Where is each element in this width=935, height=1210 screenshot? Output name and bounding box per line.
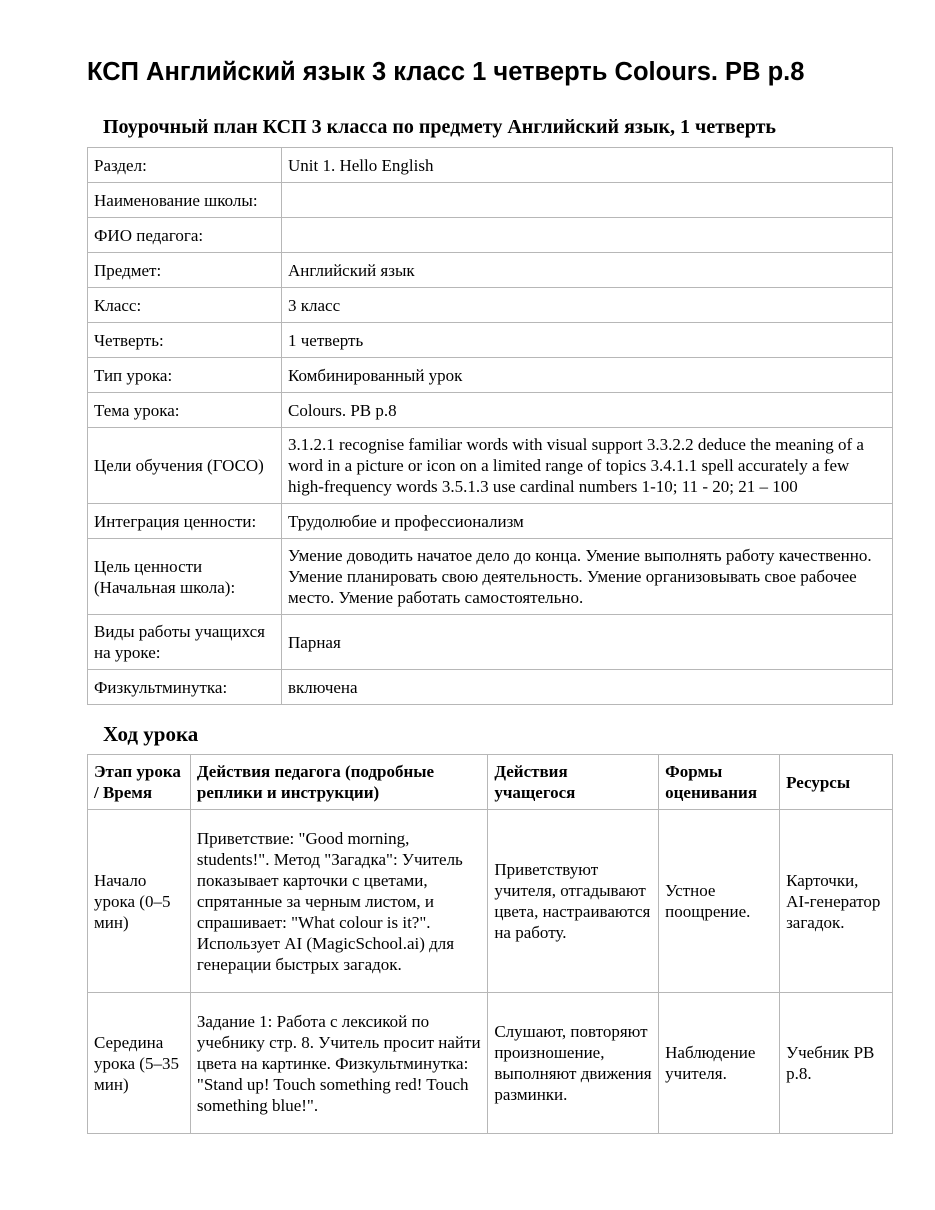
info-row [88, 615, 893, 670]
resources-cell: Карточки, AI-генератор загадок. [780, 810, 893, 993]
info-value: Трудолюбие и профессионализм [282, 504, 893, 539]
info-label: Класс: [88, 288, 282, 323]
lesson-info-table [87, 147, 893, 705]
teacher-actions-cell: Приветствие: "Good morning, students!". Метод "Загадка": Учитель показывает карточки с цветами, спрятанные за черным листом, и спрашивает: "What colour is it?". Использует AI (MagicSchool.ai) для генерации быстрых загадок. [190, 810, 487, 993]
lesson-flow-title: Ход урока [103, 722, 199, 746]
info-value: Комбинированный урок [282, 358, 893, 393]
info-label: Цель ценности (Начальная школа): [88, 539, 282, 615]
info-row [88, 183, 893, 218]
assessment-cell: Наблюдение учителя. [659, 993, 780, 1134]
header-student-actions: Действия учащегося [488, 755, 659, 810]
info-value: Парная [282, 615, 893, 670]
info-row [88, 358, 893, 393]
info-label: Четверть: [88, 323, 282, 358]
info-value: Умение доводить начатое дело до конца. Умение выполнять работу качественно. Умение планировать свою деятельность. Умение организовывать свое рабочее место. Умение работать самостоятельно. [282, 539, 893, 615]
info-row [88, 539, 893, 615]
student-actions-cell: Слушают, повторяют произношение, выполняют движения разминки. [488, 993, 659, 1134]
info-label: Предмет: [88, 253, 282, 288]
info-row [88, 148, 893, 183]
header-teacher-actions: Действия педагога (подробные реплики и инструкции) [190, 755, 487, 810]
lesson-row-middle [88, 993, 893, 1134]
info-row [88, 504, 893, 539]
info-row [88, 393, 893, 428]
lesson-header-row [88, 755, 893, 810]
info-row [88, 253, 893, 288]
info-row [88, 323, 893, 358]
info-value: Unit 1. Hello English [282, 148, 893, 183]
plan-title: Поурочный план КСП 3 класса по предмету Английский язык, 1 четверть [103, 116, 776, 138]
info-value: Английский язык [282, 253, 893, 288]
info-row [88, 428, 893, 504]
info-value [282, 183, 893, 218]
header-stage: Этап урока / Время [88, 755, 191, 810]
stage-cell: Начало урока (0–5 мин) [88, 810, 191, 993]
info-value: включена [282, 670, 893, 705]
teacher-actions-cell: Задание 1: Работа с лексикой по учебнику стр. 8. Учитель просит найти цвета на картинке. Физкультминутка: "Stand up! Touch something red! Touch something blue!". [190, 993, 487, 1134]
info-label: ФИО педагога: [88, 218, 282, 253]
info-label: Тип урока: [88, 358, 282, 393]
info-row [88, 218, 893, 253]
assessment-cell: Устное поощрение. [659, 810, 780, 993]
info-row [88, 288, 893, 323]
info-label: Виды работы учащихся на уроке: [88, 615, 282, 670]
info-value: 1 четверть [282, 323, 893, 358]
stage-cell: Середина урока (5–35 мин) [88, 993, 191, 1134]
info-label: Интеграция ценности: [88, 504, 282, 539]
info-value: Colours. PB p.8 [282, 393, 893, 428]
info-label: Тема урока: [88, 393, 282, 428]
info-label: Цели обучения (ГОСО) [88, 428, 282, 504]
info-value: 3.1.2.1 recognise familiar words with visual support 3.3.2.2 deduce the meaning of a word in a picture or icon on a limited range of topics 3.4.1.1 spell accurately a few high-frequency words 3.5.1.3 use cardinal numbers 1-10; 11 - 20; 21 – 100 [282, 428, 893, 504]
resources-cell: Учебник PB p.8. [780, 993, 893, 1134]
lesson-row-start [88, 810, 893, 993]
header-resources: Ресурсы [780, 755, 893, 810]
header-assessment: Формы оценивания [659, 755, 780, 810]
info-value [282, 218, 893, 253]
info-value: 3 класс [282, 288, 893, 323]
document-title: КСП Английский язык 3 класс 1 четверть Colours. PB p.8 [87, 58, 805, 86]
info-label: Раздел: [88, 148, 282, 183]
info-label: Наименование школы: [88, 183, 282, 218]
info-label: Физкультминутка: [88, 670, 282, 705]
info-row [88, 670, 893, 705]
student-actions-cell: Приветствуют учителя, отгадывают цвета, настраиваются на работу. [488, 810, 659, 993]
lesson-flow-table [87, 754, 893, 1134]
